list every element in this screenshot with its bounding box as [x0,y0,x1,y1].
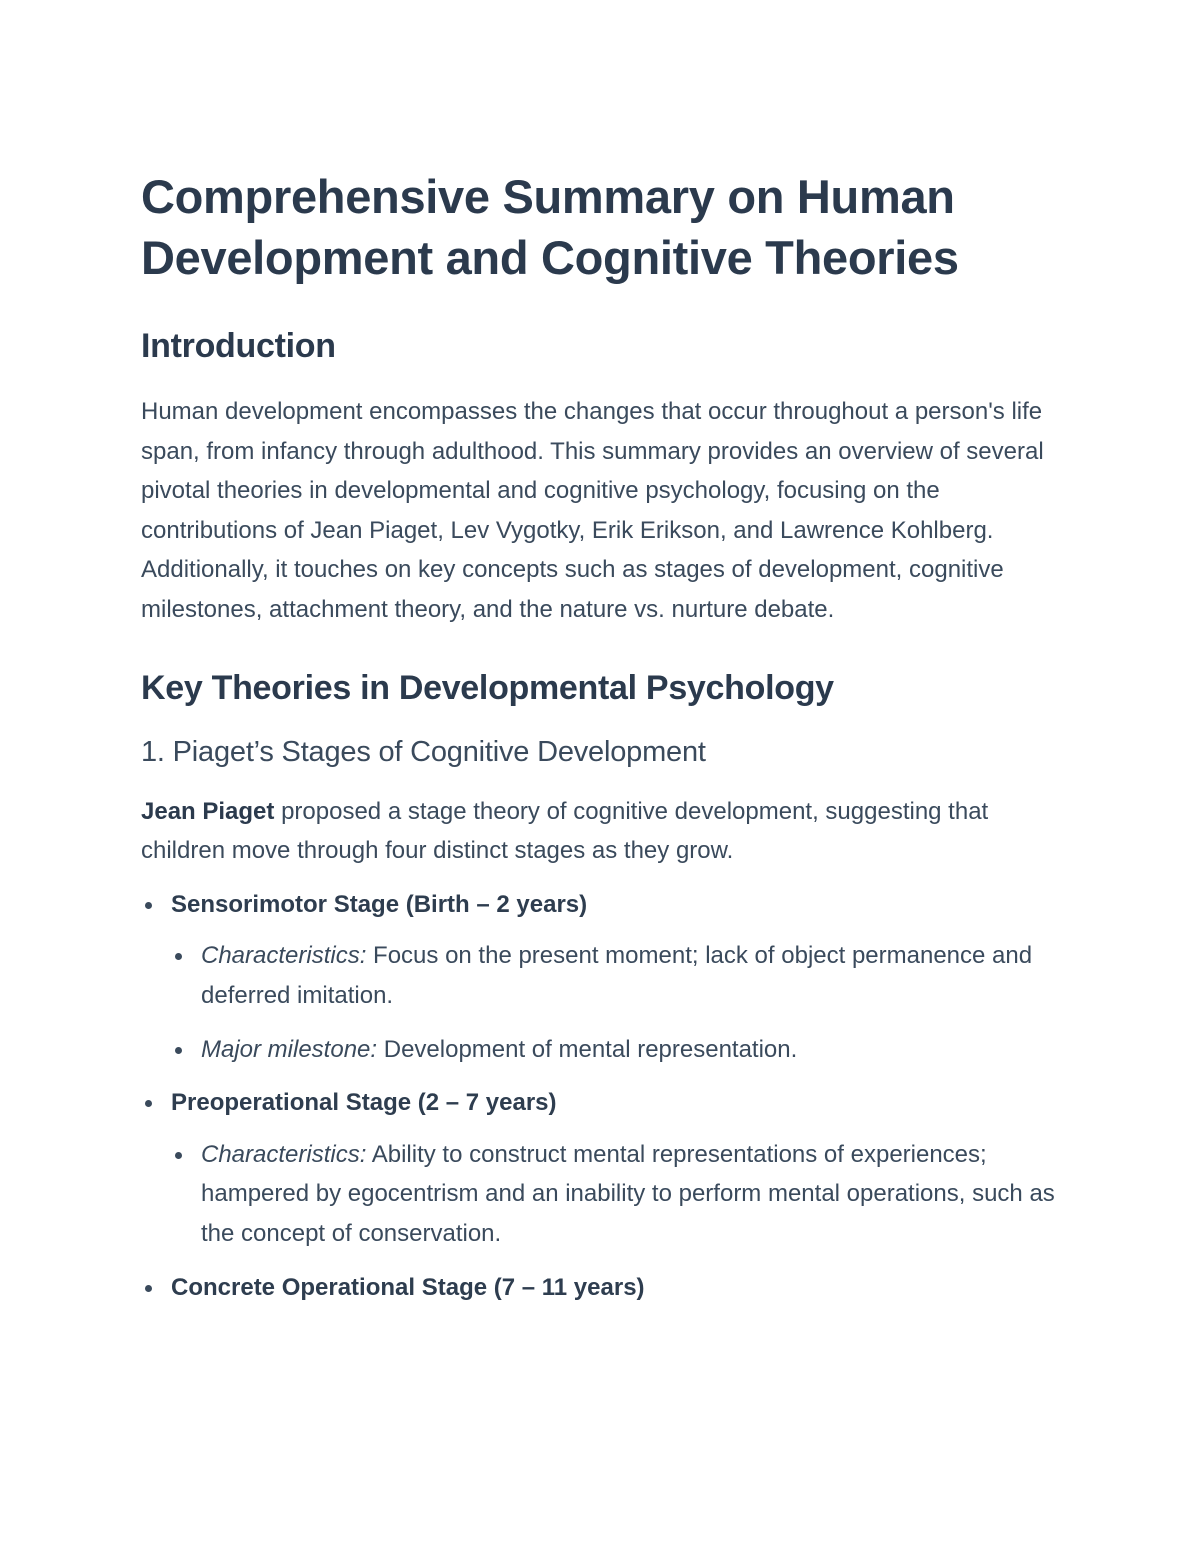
detail-label: Characteristics: [201,942,367,970]
piaget-paragraph [141,792,1061,871]
stage-item-preoperational [141,1083,1061,1253]
stage-title: Sensorimotor Stage (Birth – 2 years) [171,890,588,918]
stage-list [141,885,1061,1307]
stage-detail-list [171,1135,1061,1254]
stage-item-sensorimotor [141,885,1061,1069]
stage-detail-item [171,1135,1061,1254]
detail-label: Major milestone: [201,1035,378,1063]
detail-text: Focus on the present moment; lack of object permanence and deferred imitation. [201,942,1033,1009]
intro-heading: Introduction [141,327,336,365]
detail-label: Characteristics: [201,1140,367,1168]
document-page [141,166,1061,1321]
detail-text: Ability to construct mental representations of experiences; hampered by egocentrism and an inability to perform mental operations, such as the concept of conservation. [201,1140,1055,1247]
piaget-heading: 1. Piaget’s Stages of Cognitive Development [141,735,706,768]
intro-paragraph: Human development encompasses the changes that occur throughout a person's life span, from infancy through adulthood. This summary provides an overview of several pivotal theories in developmental and cognitive psychology, focusing on the contributions of Jean Piaget, Lev Vygotky, Erik Erikson, and Lawrence Kohlberg. Additionally, it touches on key concepts such as stages of development, cognitive milestones, attachment theory, and the nature vs. nurture debate. [141,398,1044,623]
stage-detail-item [171,936,1061,1015]
document-title: Comprehensive Summary on Human Development and Cognitive Theories [141,170,959,284]
piaget-name: Jean Piaget [141,797,275,825]
stage-title: Concrete Operational Stage (7 – 11 years) [171,1273,645,1301]
piaget-description: proposed a stage theory of cognitive development, suggesting that children move through four distinct stages as they grow. [141,797,989,865]
stage-title: Preoperational Stage (2 – 7 years) [171,1089,557,1117]
stage-detail-list [171,936,1061,1069]
key-theories-heading: Key Theories in Developmental Psychology [141,668,834,707]
detail-text: Development of mental representation. [377,1035,798,1063]
stage-item-concrete-operational [141,1268,1061,1308]
stage-detail-item [171,1030,1061,1070]
